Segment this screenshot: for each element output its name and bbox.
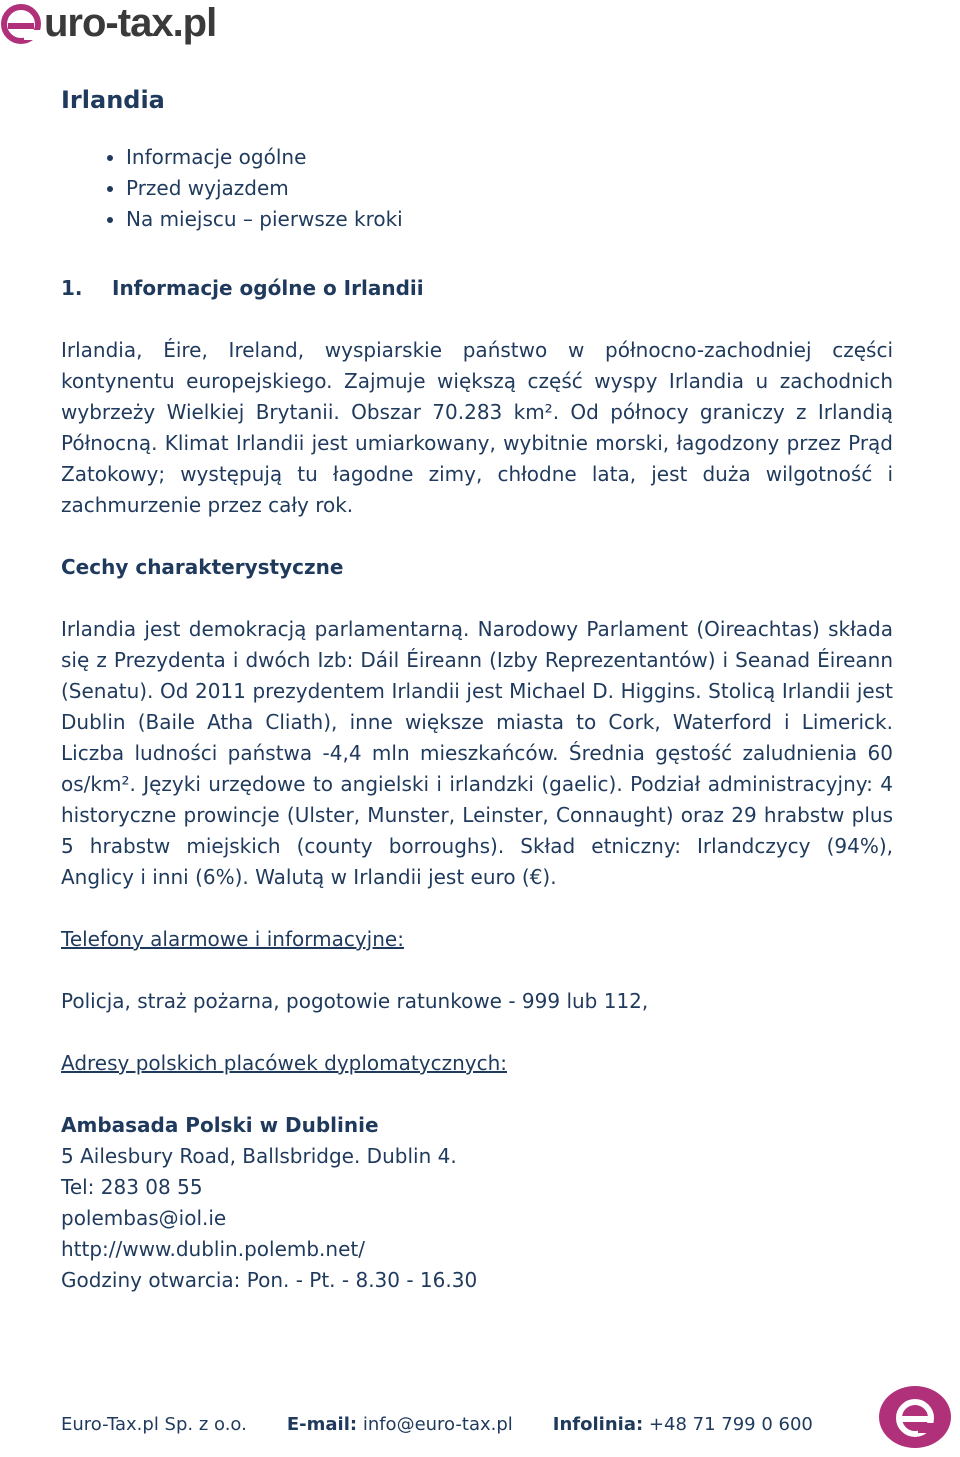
- section-heading: [61, 273, 893, 304]
- features-heading: Cechy charakterystyczne: [61, 555, 344, 579]
- header-logo: [0, 0, 216, 46]
- footer-company: Euro-Tax.pl Sp. z o.o.: [61, 1414, 247, 1435]
- footer-phone-label: Infolinia:: [552, 1414, 644, 1435]
- toc-item: • Przed wyjazdem: [126, 173, 893, 204]
- footer-email-label: E-mail:: [286, 1414, 358, 1435]
- logo-text: uro-tax.pl: [44, 1, 217, 45]
- embassies-heading: Adresy polskich placówek dyplomatycznych:: [61, 1051, 507, 1075]
- emergency-heading: Telefony alarmowe i informacyjne:: [61, 927, 404, 951]
- footer-email[interactable]: info@euro-tax.pl: [362, 1414, 513, 1435]
- toc-item: • Informacje ogólne: [126, 142, 893, 173]
- toc-list: [61, 142, 893, 235]
- embassy-email[interactable]: polembas@iol.ie: [61, 1206, 227, 1230]
- footer-logo-icon: [878, 1385, 952, 1449]
- embassy-url[interactable]: http://www.dublin.polemb.net/: [61, 1237, 365, 1261]
- footer-phone: +48 71 799 0 600: [648, 1414, 813, 1435]
- embassy-name: Ambasada Polski w Dublinie: [61, 1113, 379, 1137]
- embassy-address: 5 Ailesbury Road, Ballsbridge. Dublin 4.: [61, 1144, 457, 1168]
- toc-item: • Na miejscu – pierwsze kroki: [126, 204, 893, 235]
- emergency-text: Policja, straż pożarna, pogotowie ratunkowe - 999 lub 112,: [61, 989, 649, 1013]
- section-paragraph: Irlandia, Éire, Ireland, wyspiarskie państwo w północno-zachodniej części kontynentu europejskiego. Zajmuje większą część wyspy Irlandia u zachodnich wybrzeży Wielkiej Brytanii. Obszar 70.283 km². Od północy graniczy z Irlandią Północną. Klimat Irlandii jest umiarkowany, wybitnie morski, łagodzony przez Prąd Zatokowy; występują tu łagodne zimy, chłodne lata, jest duża wilgotność i zachmurzenie przez cały rok.: [61, 338, 893, 517]
- features-paragraph: Irlandia jest demokracją parlamentarną. Narodowy Parlament (Oireachtas) składa się z Prezydenta i dwóch Izb: Dáil Éireann (Izby Reprezentantów) i Seanad Éireann (Senatu). Od 2011 prezydentem Irlandii jest Michael D. Higgins. Stolicą Irlandii jest Dublin (Baile Atha Cliath), inne większe miasta to Cork, Waterford i Limerick. Liczba ludności państwa -4,4 mln mieszkańców. Średnia gęstość zaludnienia 60 os/km². Języki urzędowe to angielski i irlandzki (gaelic). Podział administracyjny: 4 historyczne prowincje (Ulster, Munster, Leinster, Connaught) oraz 29 hrabstw plus 5 hrabstw miejskich (county borroughs). Skład etniczny: Irlandczycy (94%), Anglicy i inni (6%). Walutą w Irlandii jest euro (€).: [61, 617, 893, 889]
- embassy-hours: Godziny otwarcia: Pon. - Pt. - 8.30 - 16.30: [61, 1268, 478, 1292]
- logo-e-icon: [0, 2, 42, 44]
- document-body: [61, 80, 893, 1296]
- section-title: Informacje ogólne o Irlandii: [112, 276, 424, 300]
- embassy-phone: Tel: 283 08 55: [61, 1175, 203, 1199]
- page-footer: [61, 1410, 813, 1440]
- section-number: 1.: [61, 276, 83, 300]
- page-title: Irlandia: [61, 86, 165, 114]
